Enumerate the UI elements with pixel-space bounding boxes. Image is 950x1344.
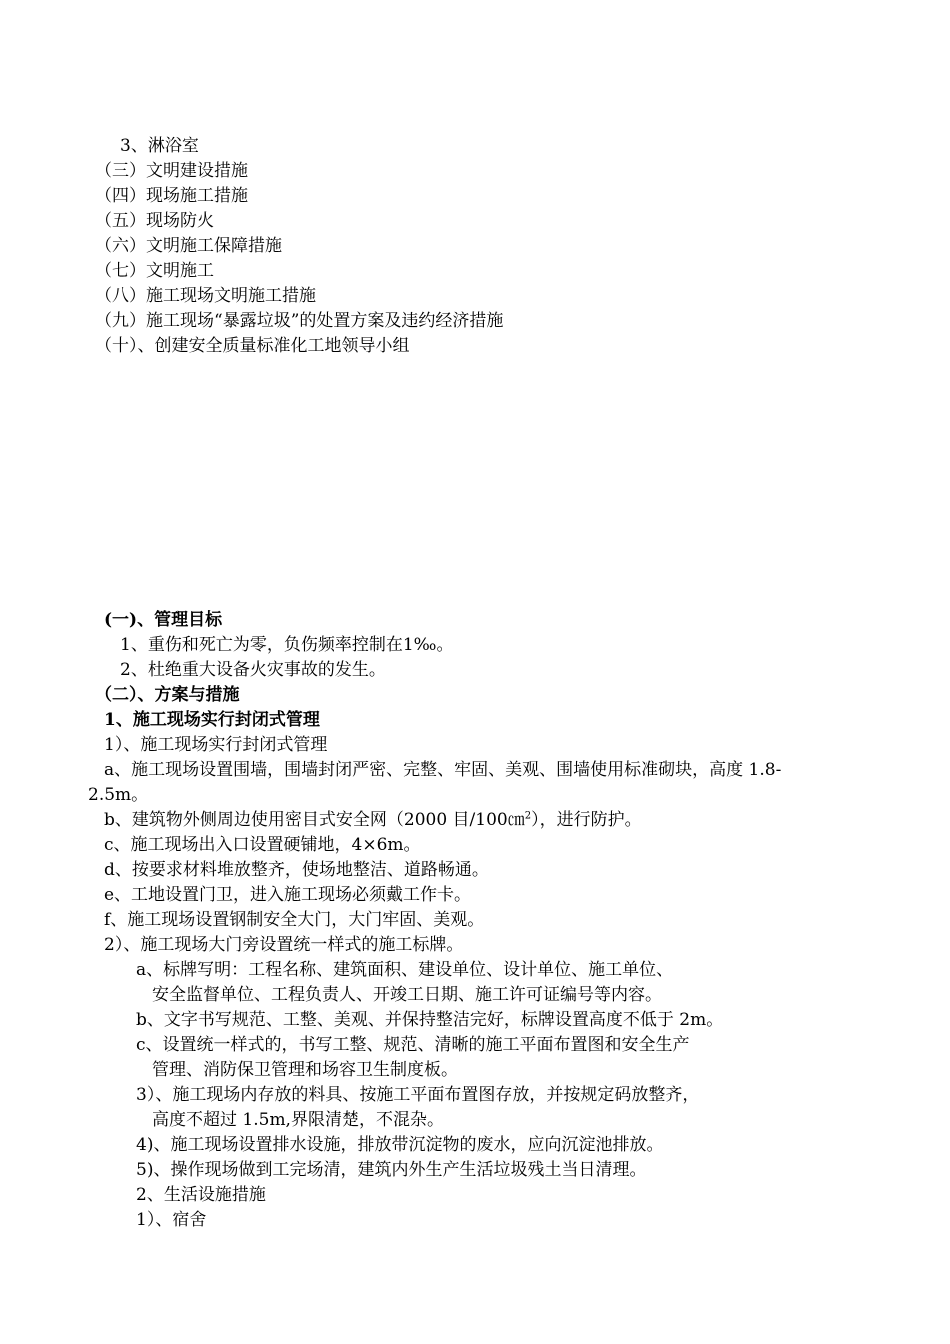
- paragraph: a、标牌写明：工程名称、建筑面积、建设单位、设计单位、施工单位、: [136, 960, 674, 980]
- paragraph: 1、重伤和死亡为零，负伤频率控制在1‰。: [120, 635, 454, 655]
- superscript: 2: [524, 810, 532, 822]
- toc-item: （六）文明施工保障措施: [95, 236, 282, 256]
- paragraph: [104, 808, 642, 833]
- toc-item: （八）施工现场文明施工措施: [95, 286, 316, 306]
- toc-item: （十）、创建安全质量标准化工地领导小组: [95, 336, 410, 356]
- paragraph: 安全监督单位、工程负责人、开竣工日期、施工许可证编号等内容。: [152, 985, 662, 1005]
- section-heading: （二）、方案与措施: [95, 685, 240, 705]
- toc-item: （九）施工现场“暴露垃圾”的处置方案及违约经济措施: [95, 311, 504, 331]
- paragraph: 高度不超过 1.5m,界限清楚，不混杂。: [152, 1110, 444, 1130]
- paragraph: 2.5m。: [88, 785, 149, 805]
- toc-item: （五）现场防火: [95, 211, 214, 231]
- toc-item: （四）现场施工措施: [95, 186, 248, 206]
- paragraph: e、工地设置门卫，进入施工现场必须戴工作卡。: [104, 885, 472, 905]
- paragraph: 1）、宿舍: [136, 1210, 207, 1230]
- paragraph: 4)、施工现场设置排水设施，排放带沉淀物的废水，应向沉淀池排放。: [136, 1135, 664, 1155]
- paragraph: 管理、消防保卫管理和场容卫生制度板。: [152, 1060, 458, 1080]
- toc-item: （七）文明施工: [95, 261, 214, 281]
- paragraph: c、施工现场出入口设置硬铺地，4×6m。: [104, 835, 421, 855]
- text-run: ），进行防护。: [531, 810, 642, 830]
- paragraph: b、文字书写规范、工整、美观、并保持整洁完好，标牌设置高度不低于 2m。: [136, 1010, 724, 1030]
- paragraph: 2、生活设施措施: [136, 1185, 266, 1205]
- paragraph: f、施工现场设置钢制安全大门，大门牢固、美观。: [104, 910, 485, 930]
- toc-item: （三）文明建设措施: [95, 161, 248, 181]
- toc-item: 3、淋浴室: [120, 136, 199, 156]
- paragraph: 2）、施工现场大门旁设置统一样式的施工标牌。: [104, 935, 464, 955]
- paragraph: 3）、施工现场内存放的料具、按施工平面布置图存放，并按规定码放整齐，: [136, 1085, 700, 1105]
- section-heading: (一)、管理目标: [104, 610, 223, 630]
- text-run: b、建筑物外侧周边使用密目式安全网（2000 目/100㎝: [104, 810, 525, 830]
- paragraph: 1）、施工现场实行封闭式管理: [104, 735, 328, 755]
- paragraph: 5)、操作现场做到工完场清，建筑内外生产生活垃圾残土当日清理。: [136, 1160, 647, 1180]
- paragraph: c、设置统一样式的，书写工整、规范、清晰的施工平面布置图和安全生产: [136, 1035, 690, 1055]
- paragraph: 2、杜绝重大设备火灾事故的发生。: [120, 660, 386, 680]
- paragraph: d、按要求材料堆放整齐，使场地整洁、道路畅通。: [104, 860, 489, 880]
- subsection-heading: 1、施工现场实行封闭式管理: [104, 710, 320, 730]
- paragraph: a、施工现场设置围墙，围墙封闭严密、完整、牢固、美观、围墙使用标准砌块，高度 1.8-: [104, 760, 782, 780]
